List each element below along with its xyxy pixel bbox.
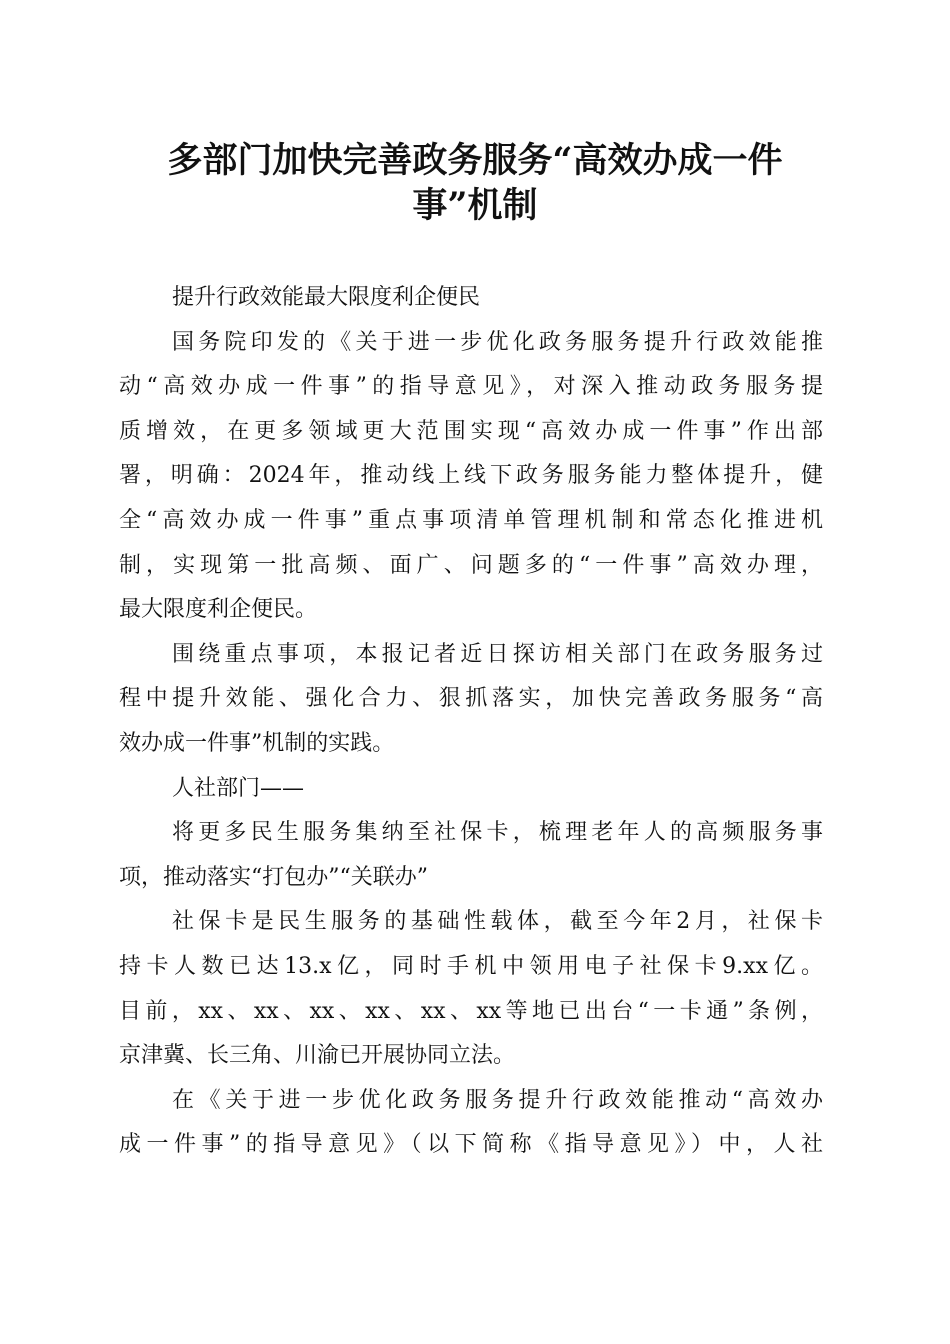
text-line: 最大限度利企便民。 bbox=[119, 597, 318, 623]
text-line: 将更多民生服务集纳至社保卡，梳理老年人的高频服务事 bbox=[172, 820, 823, 846]
document-body bbox=[119, 276, 823, 1168]
text-line: 效办成一件事”机制的实践。 bbox=[119, 730, 395, 756]
text-line: 国务院印发的《关于进一步优化政务服务提升行政效能推 bbox=[172, 329, 823, 355]
text-line: 京津冀、长三角、川渝已开展协同立法。 bbox=[119, 1043, 516, 1069]
text-line: 持卡人数已达13.x亿，同时手机中领用电子社保卡9.xx亿。 bbox=[119, 953, 823, 979]
text-line: 程中提升效能、强化合力、狠抓落实，加快完善政务服务“高 bbox=[119, 686, 823, 712]
text-line: 围绕重点事项，本报记者近日探访相关部门在政务服务过 bbox=[172, 641, 823, 667]
text-line: 项，推动落实“打包办”“关联办” bbox=[119, 864, 428, 890]
text-line: 提升行政效能最大限度利企便民 bbox=[172, 285, 481, 310]
document-title-line-1: 多部门加快完善政务服务“高效办成一件 bbox=[167, 140, 783, 181]
text-line: 成一件事”的指导意见》（以下简称《指导意见》）中，人社 bbox=[119, 1132, 823, 1158]
document-title-line-2: 事”机制 bbox=[412, 185, 538, 226]
text-line: 全“高效办成一件事”重点事项清单管理机制和常态化推进机 bbox=[119, 507, 823, 533]
text-line: 在《关于进一步优化政务服务提升行政效能推动“高效办 bbox=[172, 1087, 823, 1113]
text-line: 署，明确：2024年，推动线上线下政务服务能力整体提升，健 bbox=[119, 463, 823, 489]
text-line: 人社部门—— bbox=[172, 775, 305, 801]
text-line: 动“高效办成一件事”的指导意见》，对深入推动政务服务提 bbox=[119, 374, 823, 400]
text-line: 质增效，在更多领域更大范围实现“高效办成一件事”作出部 bbox=[119, 418, 823, 444]
text-line: 制，实现第一批高频、面广、问题多的“一件事”高效办理， bbox=[119, 552, 823, 578]
text-line: 目前，xx、xx、xx、xx、xx、xx等地已出台“一卡通”条例， bbox=[119, 998, 823, 1024]
text-line: 社保卡是民生服务的基础性载体，截至今年2月，社保卡 bbox=[172, 909, 823, 935]
